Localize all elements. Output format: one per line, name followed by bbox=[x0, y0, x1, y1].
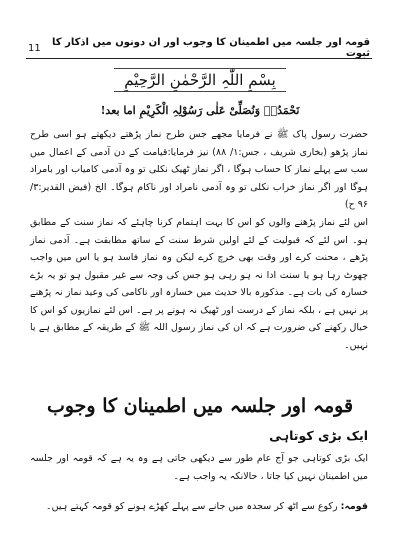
running-title: قومہ اور جلسہ میں اطمینان کا وجوب اور ان دونوں میں اذکار کا ثبوت bbox=[52, 37, 370, 59]
bismillah-calligraphy bbox=[0, 68, 400, 92]
paragraph-1: حضرت رسول پاک ﷺ نے فرمایا مجھے جس طرح نماز پڑھتے دیکھتے ہو اسی طرح نماز پڑھو (بخاری شریف ، جس:۱/ ۸۸) نیز فرمایا:قیامت کے دن آدمی کے اعمال میں سب سے پہلے نماز کا حساب ہوگا ، اگر نماز ٹھیک نکلی تو وہ آدمی کامیاب اور بامراد ہوگا اور اگر نماز خراب نکلی تو وہ آدمی نامراد اور ناکام ہوگا۔ الخ (فیض القدیر:۳/ ۹۶ ح) bbox=[30, 129, 368, 210]
header-divider bbox=[26, 58, 372, 59]
paragraph-3: ایک بڑی کوتاہی جو آج عام طور سے دیکھی جاتی ہے وہ یہ ہے کہ قومہ اور جلسہ میں اطمینان نہیں کیا جاتا ، حالانکہ یہ واجب ہے۔ bbox=[30, 453, 368, 482]
sub-heading: ایک بڑی کوتاہی bbox=[269, 428, 368, 443]
running-header bbox=[28, 37, 370, 59]
bismillah-text: بِسْمِ اللّٰہِ الرَّحْمٰنِ الرَّحِیْمِ bbox=[114, 68, 286, 92]
opening-salutation: نَحْمَدُہٗ وَنُصَلِّیْ عَلٰی رَسُوْلِہِ الْکَرِیْمِ اما بعد! bbox=[100, 104, 300, 117]
paragraph-4 bbox=[30, 498, 368, 516]
definition-label: قومہ: bbox=[340, 501, 368, 512]
section-heading: قومہ اور جلسہ میں اطمینان کا وجوب bbox=[46, 395, 354, 417]
paragraph-2: اس لئے نماز پڑھنے والوں کو اس کا بہت اہتمام کرنا چاہئے کہ نماز سنت کے مطابق ہو۔ اس لئے کہ قبولیت کے لئے اولین شرط سنت کے ساتھ مطابقت ہے۔ آدمی نماز پڑھے ، محنت کرے اور وقت بھی خرچ کرے لیکن وہ نماز فاسد ہو یا اس میں واجب چھوٹ رہا ہو یا سنت ادا نہ ہو رہی ہو جس کی وجہ سے غیر مقبول ہو تو یہ بڑے خسارہ کی بات ہے۔ مذکورہ بالا حدیث میں خسارہ اور ناکامی کی وعید نماز نہ پڑھنے پر نہیں ہے ، بلکہ نماز کے درست اور ٹھیک نہ ہونے پر ہے۔ اس لئے نمازیوں کو اس کا خیال رکھنے کی ضرورت ہے کہ ان کی نماز رسول اللہ ﷺ کے طریقہ کے مطابق ہے یا نہیں۔ bbox=[30, 217, 368, 351]
page-number: 11 bbox=[28, 42, 41, 54]
definition-text: رکوع سے اٹھ کر سجدہ میں جانے سے پہلے کھڑے ہونے کو قومہ کہتے ہیں۔ bbox=[46, 501, 338, 512]
